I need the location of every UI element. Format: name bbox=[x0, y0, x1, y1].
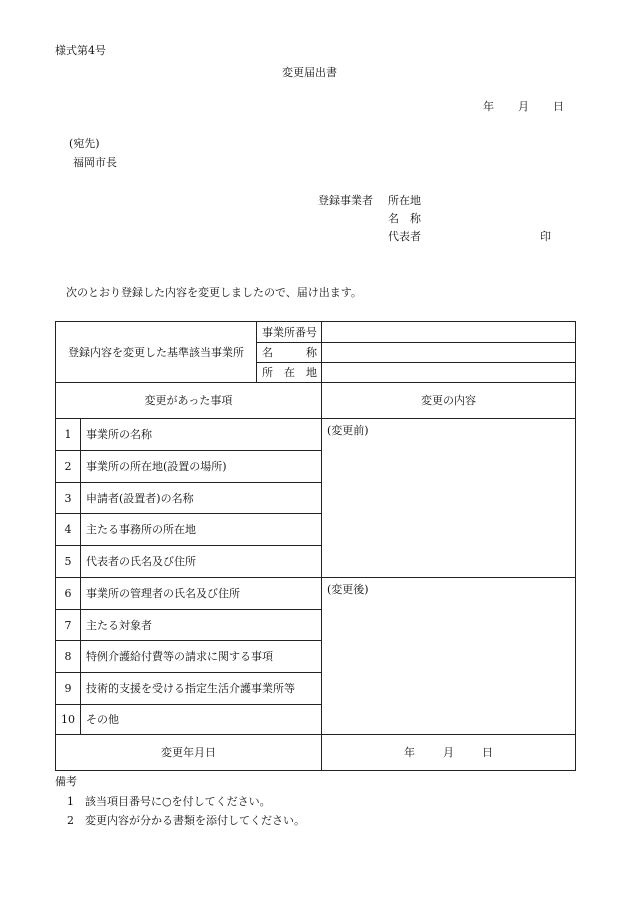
change-date-label: 変更年月日 bbox=[56, 735, 322, 771]
item-label: 主たる対象者 bbox=[81, 610, 322, 641]
document-title: 変更届出書 bbox=[282, 66, 337, 79]
item-label: 特例介護給付費等の請求に関する事項 bbox=[81, 641, 322, 673]
office-name-field[interactable] bbox=[322, 343, 576, 363]
item-number: 8 bbox=[56, 641, 81, 673]
registrant-name-label: 名 称 bbox=[388, 212, 421, 225]
intro-text: 次のとおり登録した内容を変更しましたので、届け出ます。 bbox=[66, 286, 362, 299]
remark-text: 該当項目番号に○を付してください。 bbox=[85, 795, 271, 808]
item-label: 代表者の氏名及び住所 bbox=[81, 546, 322, 578]
date-day-label: 日 bbox=[553, 100, 564, 113]
changed-items-header: 変更があった事項 bbox=[56, 383, 322, 419]
item-label: 主たる事務所の所在地 bbox=[81, 514, 322, 546]
office-header: 登録内容を変更した基準該当事業所 bbox=[56, 322, 257, 383]
change-date-day: 日 bbox=[482, 746, 493, 759]
office-field-label-name: 名 称 bbox=[257, 343, 322, 363]
item-label: 申請者(設置者)の名称 bbox=[81, 483, 322, 514]
change-date-month: 月 bbox=[443, 746, 454, 759]
date-year-label: 年 bbox=[483, 100, 494, 113]
registrant-label: 登録事業者 bbox=[318, 194, 373, 207]
office-address-field[interactable] bbox=[322, 363, 576, 383]
registrant-address-label: 所在地 bbox=[388, 194, 421, 207]
remark-number: 2 bbox=[67, 814, 74, 827]
change-report-table bbox=[55, 321, 576, 771]
date-month-label: 月 bbox=[518, 100, 529, 113]
after-change-label: (変更後) bbox=[327, 583, 369, 596]
form-number: 様式第4号 bbox=[55, 44, 106, 57]
item-number: 3 bbox=[56, 483, 81, 514]
item-number: 4 bbox=[56, 514, 81, 546]
item-number: 5 bbox=[56, 546, 81, 578]
addressee-label: (宛先) bbox=[69, 137, 100, 150]
remark-text: 変更内容が分かる書類を添付してください。 bbox=[85, 814, 305, 827]
office-number-field[interactable] bbox=[322, 322, 576, 343]
before-change-label: (変更前) bbox=[327, 424, 369, 437]
item-number: 7 bbox=[56, 610, 81, 641]
item-number: 2 bbox=[56, 451, 81, 483]
item-number: 10 bbox=[56, 705, 81, 735]
item-number: 6 bbox=[56, 578, 81, 610]
change-date-year: 年 bbox=[404, 746, 415, 759]
office-field-label-address: 所 在 地 bbox=[257, 363, 322, 383]
change-content-header: 変更の内容 bbox=[322, 383, 576, 419]
before-change-field[interactable] bbox=[322, 419, 576, 578]
change-date-field[interactable] bbox=[322, 735, 576, 771]
item-label: 技術的支援を受ける指定生活介護事業所等 bbox=[81, 673, 322, 705]
addressee-name: 福岡市長 bbox=[73, 156, 117, 169]
after-change-field[interactable] bbox=[322, 578, 576, 735]
item-label: 事業所の名称 bbox=[81, 419, 322, 451]
item-label: その他 bbox=[81, 705, 322, 735]
office-field-label-number: 事業所番号 bbox=[257, 322, 322, 343]
item-number: 9 bbox=[56, 673, 81, 705]
item-number: 1 bbox=[56, 419, 81, 451]
remarks-title: 備考 bbox=[55, 775, 77, 788]
seal-mark: 印 bbox=[540, 230, 551, 243]
registrant-rep-label: 代表者 bbox=[388, 230, 421, 243]
remark-number: 1 bbox=[67, 795, 74, 808]
item-label: 事業所の管理者の氏名及び住所 bbox=[81, 578, 322, 610]
item-label: 事業所の所在地(設置の場所) bbox=[81, 451, 322, 483]
